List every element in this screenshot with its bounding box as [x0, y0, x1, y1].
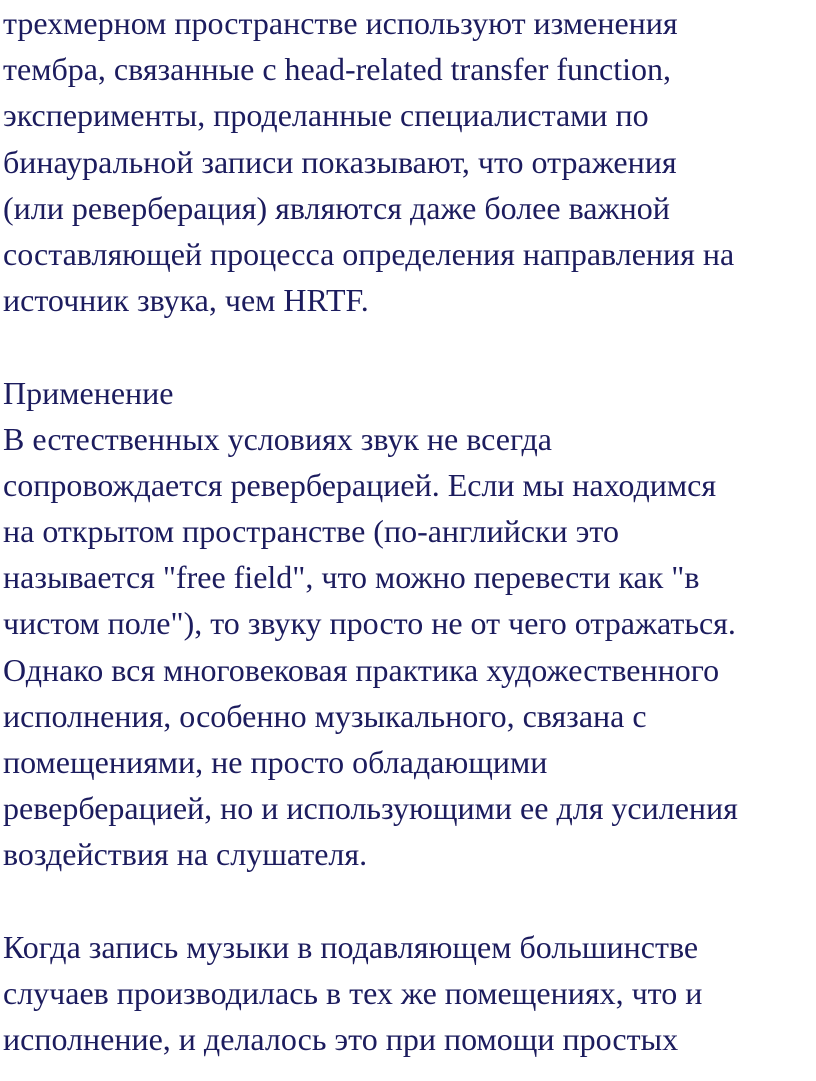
paragraph-spacer [3, 323, 815, 369]
text-line: трехмерном пространстве используют изменения [3, 5, 678, 41]
text-line: воздействия на слушателя. [3, 836, 368, 873]
text-line: Однако вся многовековая практика художественного [3, 651, 720, 688]
section-heading: Применение [3, 374, 174, 411]
text-line: исполнения, особенно музыкального, связана с [3, 697, 647, 734]
document-page [3, 0, 815, 1062]
text-line: Когда запись музыки в подавляющем большинстве [3, 928, 699, 965]
paragraph [3, 0, 815, 323]
text-line: (или реверберация) являются даже более важной [3, 189, 670, 226]
text-line: случаев производилась в тех же помещениях, что и [3, 974, 703, 1011]
text-line: чистом поле"), то звуку просто не от чего отражаться. [3, 605, 736, 642]
text-line: исполнение, и делалось это при помощи простых [3, 1021, 679, 1058]
text-line: источник звука, чем HRTF. [3, 282, 369, 319]
text-line: называется "free field", что можно перевести как "в [3, 559, 700, 596]
text-line: эксперименты, проделанные специалистами по [3, 97, 649, 134]
text-line: тембра, связанные с head-related transfer function, [3, 51, 671, 88]
text-line: помещениями, не просто обладающими [3, 744, 548, 780]
text-line: сопровождается реверберацией. Если мы находимся [3, 466, 717, 503]
paragraph-spacer [3, 878, 815, 924]
text-line: на открытом пространстве (по-английски это [3, 513, 619, 550]
text-line: бинауральной записи показывают, что отражения [3, 143, 677, 180]
paragraph [3, 924, 815, 1063]
text-line: реверберацией, но и использующими ее для усиления [3, 790, 738, 827]
paragraph [3, 416, 815, 878]
text-line: составляющей процесса определения направления на [3, 235, 735, 272]
text-line: В естественных условиях звук не всегда [3, 420, 552, 457]
